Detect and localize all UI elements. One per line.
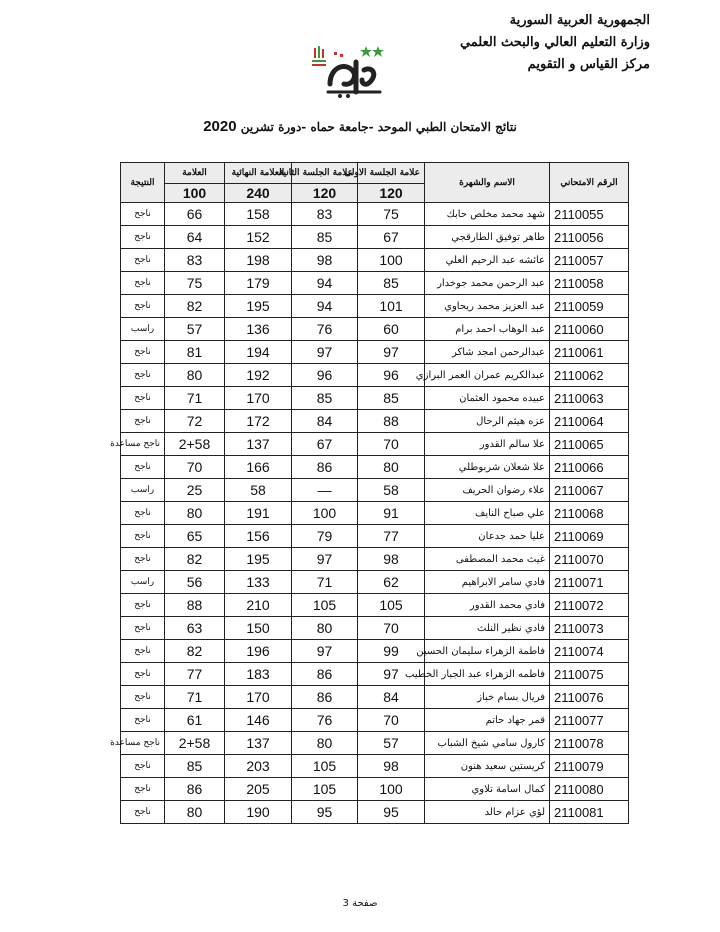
cell-mark: 86 bbox=[165, 778, 225, 801]
cell-mark: 2+58 bbox=[165, 732, 225, 755]
cell-result: راسب bbox=[121, 318, 165, 341]
cell-session2: 98 bbox=[292, 249, 358, 272]
cell-final: 203 bbox=[225, 755, 292, 778]
cell-final: 194 bbox=[225, 341, 292, 364]
cell-final: 170 bbox=[225, 686, 292, 709]
table-row bbox=[121, 755, 629, 778]
cell-mark: 88 bbox=[165, 594, 225, 617]
table-row bbox=[121, 732, 629, 755]
table-row bbox=[121, 571, 629, 594]
cell-exam-id: 2110069 bbox=[550, 525, 629, 548]
title-year: 2020 bbox=[203, 118, 237, 135]
cell-final: 166 bbox=[225, 456, 292, 479]
cell-final: 172 bbox=[225, 410, 292, 433]
cell-result: ناجح bbox=[121, 686, 165, 709]
cell-result: ناجح مساعدة bbox=[121, 732, 165, 755]
cell-student-name: عبدالكريم عمران العمر البرازي bbox=[425, 364, 550, 387]
header-country: الجمهورية العربية السورية bbox=[509, 13, 650, 28]
cell-exam-id: 2110077 bbox=[550, 709, 629, 732]
cell-result: ناجح bbox=[121, 249, 165, 272]
table-row bbox=[121, 525, 629, 548]
cell-mark: 82 bbox=[165, 295, 225, 318]
cell-exam-id: 2110064 bbox=[550, 410, 629, 433]
cell-session2: 105 bbox=[292, 778, 358, 801]
cell-session1: 84 bbox=[358, 686, 425, 709]
cell-result: ناجح bbox=[121, 364, 165, 387]
results-table bbox=[110, 162, 629, 824]
cell-exam-id: 2110058 bbox=[550, 272, 629, 295]
cell-mark: 80 bbox=[165, 502, 225, 525]
cell-session2: 97 bbox=[292, 341, 358, 364]
table-row bbox=[121, 594, 629, 617]
cell-final: 190 bbox=[225, 801, 292, 824]
cell-session1: 98 bbox=[358, 755, 425, 778]
cell-student-name: فريال بسام خباز bbox=[425, 686, 550, 709]
cell-final: 198 bbox=[225, 249, 292, 272]
cell-mark: 83 bbox=[165, 249, 225, 272]
cell-session2: 94 bbox=[292, 272, 358, 295]
cell-final: 133 bbox=[225, 571, 292, 594]
cell-student-name: كمال اسامة تلاوي bbox=[425, 778, 550, 801]
cell-session1: 99 bbox=[358, 640, 425, 663]
cell-student-name: طاهر توفيق الطارقجي bbox=[425, 226, 550, 249]
cell-exam-id: 2110072 bbox=[550, 594, 629, 617]
cell-mark: 64 bbox=[165, 226, 225, 249]
cell-result: ناجح bbox=[121, 525, 165, 548]
table-row bbox=[121, 318, 629, 341]
cell-final: 196 bbox=[225, 640, 292, 663]
cell-session1: 70 bbox=[358, 709, 425, 732]
cell-result: ناجح bbox=[121, 663, 165, 686]
cell-result: ناجح bbox=[121, 801, 165, 824]
cell-result: ناجح bbox=[121, 456, 165, 479]
cell-exam-id: 2110055 bbox=[550, 203, 629, 226]
cell-student-name: عبد الرحمن محمد جوخدار bbox=[425, 272, 550, 295]
table-row bbox=[121, 341, 629, 364]
cell-result: ناجح bbox=[121, 295, 165, 318]
cell-mark: 57 bbox=[165, 318, 225, 341]
cell-result: ناجح bbox=[121, 226, 165, 249]
table-row bbox=[121, 226, 629, 249]
table-row bbox=[121, 686, 629, 709]
cell-mark: 71 bbox=[165, 387, 225, 410]
cell-session2: 79 bbox=[292, 525, 358, 548]
cell-mark: 63 bbox=[165, 617, 225, 640]
table-row bbox=[121, 778, 629, 801]
cell-final: 192 bbox=[225, 364, 292, 387]
cell-mark: 82 bbox=[165, 548, 225, 571]
table-row bbox=[121, 640, 629, 663]
cell-exam-id: 2110063 bbox=[550, 387, 629, 410]
cell-result: ناجح bbox=[121, 640, 165, 663]
cell-student-name: فاطمة الزهراء سليمان الحسين bbox=[425, 640, 550, 663]
cell-result: ناجح bbox=[121, 410, 165, 433]
cell-mark: 80 bbox=[165, 801, 225, 824]
cell-student-name: عبدالرحمن امجد شاكر bbox=[425, 341, 550, 364]
cell-final: 195 bbox=[225, 548, 292, 571]
cell-session2: 86 bbox=[292, 456, 358, 479]
cell-session2: — bbox=[292, 479, 358, 502]
col-header-final: العلامة النهائية bbox=[225, 163, 292, 184]
cell-session2: 97 bbox=[292, 640, 358, 663]
cell-mark: 80 bbox=[165, 364, 225, 387]
cell-exam-id: 2110073 bbox=[550, 617, 629, 640]
ministry-header bbox=[410, 10, 650, 76]
cell-mark: 70 bbox=[165, 456, 225, 479]
table-header-row bbox=[121, 163, 629, 184]
cell-student-name: فادي سامر الابراهيم bbox=[425, 571, 550, 594]
cell-session1: 57 bbox=[358, 732, 425, 755]
cell-student-name: فاطمه الزهراء عبد الجبار الخطيب bbox=[425, 663, 550, 686]
table-row bbox=[121, 709, 629, 732]
cell-result: ناجح bbox=[121, 755, 165, 778]
cell-session1: 70 bbox=[358, 617, 425, 640]
cell-mark: 25 bbox=[165, 479, 225, 502]
cell-student-name: فادي محمد القدور bbox=[425, 594, 550, 617]
table-row bbox=[121, 617, 629, 640]
cell-exam-id: 2110080 bbox=[550, 778, 629, 801]
cell-exam-id: 2110056 bbox=[550, 226, 629, 249]
cell-student-name: كارول سامي شيخ الشباب bbox=[425, 732, 550, 755]
title-text: نتائج الامتحان الطبي الموحد -جامعة حماه -دورة تشرين bbox=[240, 120, 517, 134]
max-session2: 120 bbox=[292, 184, 358, 203]
col-header-id: الرقم الامتحاني bbox=[550, 163, 629, 203]
cell-exam-id: 2110070 bbox=[550, 548, 629, 571]
cell-session1: 60 bbox=[358, 318, 425, 341]
cell-student-name: غيث محمد المصطفى bbox=[425, 548, 550, 571]
cell-session1: 101 bbox=[358, 295, 425, 318]
cell-session2: 105 bbox=[292, 755, 358, 778]
cell-mark: 2+58 bbox=[165, 433, 225, 456]
document-title bbox=[0, 118, 720, 135]
cell-session1: 97 bbox=[358, 663, 425, 686]
cell-result: ناجح bbox=[121, 617, 165, 640]
cell-result: راسب bbox=[121, 571, 165, 594]
cell-mark: 75 bbox=[165, 272, 225, 295]
cell-result: ناجح bbox=[121, 709, 165, 732]
cell-final: 58 bbox=[225, 479, 292, 502]
cell-session1: 91 bbox=[358, 502, 425, 525]
cell-session2: 67 bbox=[292, 433, 358, 456]
cell-session2: 100 bbox=[292, 502, 358, 525]
cell-session2: 95 bbox=[292, 801, 358, 824]
cell-result: ناجح bbox=[121, 502, 165, 525]
col-header-session1: علامة الجلسة الاولى bbox=[358, 163, 425, 184]
table-row bbox=[121, 272, 629, 295]
cell-exam-id: 2110059 bbox=[550, 295, 629, 318]
cell-final: 146 bbox=[225, 709, 292, 732]
cell-result: ناجح bbox=[121, 594, 165, 617]
cell-session2: 76 bbox=[292, 709, 358, 732]
col-header-result: النتيجة bbox=[121, 163, 165, 203]
cell-exam-id: 2110075 bbox=[550, 663, 629, 686]
cell-session1: 70 bbox=[358, 433, 425, 456]
cell-mark: 72 bbox=[165, 410, 225, 433]
cell-student-name: علاء رضوان الحريف bbox=[425, 479, 550, 502]
table-row bbox=[121, 663, 629, 686]
cell-result: ناجح bbox=[121, 548, 165, 571]
cell-session2: 83 bbox=[292, 203, 358, 226]
cell-exam-id: 2110078 bbox=[550, 732, 629, 755]
cell-exam-id: 2110071 bbox=[550, 571, 629, 594]
table-row bbox=[121, 410, 629, 433]
cell-final: 152 bbox=[225, 226, 292, 249]
table-row bbox=[121, 295, 629, 318]
cell-mark: 82 bbox=[165, 640, 225, 663]
cell-mark: 65 bbox=[165, 525, 225, 548]
col-header-session2: علامة الجلسة الثانية bbox=[292, 163, 358, 184]
cell-session2: 85 bbox=[292, 226, 358, 249]
table-row bbox=[121, 456, 629, 479]
cell-session2: 80 bbox=[292, 617, 358, 640]
cell-student-name: لؤي عزام حالد bbox=[425, 801, 550, 824]
cell-final: 137 bbox=[225, 433, 292, 456]
table-row bbox=[121, 433, 629, 456]
cell-exam-id: 2110076 bbox=[550, 686, 629, 709]
cell-mark: 66 bbox=[165, 203, 225, 226]
cell-final: 195 bbox=[225, 295, 292, 318]
cell-mark: 71 bbox=[165, 686, 225, 709]
cell-result: ناجح مساعدة bbox=[121, 433, 165, 456]
cell-session1: 88 bbox=[358, 410, 425, 433]
col-header-mark: العلامة bbox=[165, 163, 225, 184]
cell-session1: 62 bbox=[358, 571, 425, 594]
cell-session2: 105 bbox=[292, 594, 358, 617]
header-center: مركز القياس و التقويم bbox=[527, 57, 650, 72]
table-row bbox=[121, 548, 629, 571]
cell-student-name: عليا حمد جدعان bbox=[425, 525, 550, 548]
cell-final: 156 bbox=[225, 525, 292, 548]
cell-exam-id: 2110067 bbox=[550, 479, 629, 502]
cell-session2: 94 bbox=[292, 295, 358, 318]
cell-final: 191 bbox=[225, 502, 292, 525]
cell-exam-id: 2110066 bbox=[550, 456, 629, 479]
max-final: 240 bbox=[225, 184, 292, 203]
cell-session1: 85 bbox=[358, 387, 425, 410]
cell-exam-id: 2110081 bbox=[550, 801, 629, 824]
cell-final: 136 bbox=[225, 318, 292, 341]
cell-session2: 84 bbox=[292, 410, 358, 433]
cell-student-name: فادي نظير النلث bbox=[425, 617, 550, 640]
page-number: صفحة 3 bbox=[342, 898, 378, 909]
cell-final: 158 bbox=[225, 203, 292, 226]
cell-exam-id: 2110060 bbox=[550, 318, 629, 341]
cell-session1: 100 bbox=[358, 249, 425, 272]
cell-final: 179 bbox=[225, 272, 292, 295]
cell-student-name: كريستين سعيد هنون bbox=[425, 755, 550, 778]
cell-final: 183 bbox=[225, 663, 292, 686]
cell-mark: 61 bbox=[165, 709, 225, 732]
cell-student-name: عائشه عبد الرحيم العلي bbox=[425, 249, 550, 272]
cell-session2: 96 bbox=[292, 364, 358, 387]
table-row bbox=[121, 479, 629, 502]
cell-exam-id: 2110074 bbox=[550, 640, 629, 663]
cell-exam-id: 2110065 bbox=[550, 433, 629, 456]
cell-exam-id: 2110068 bbox=[550, 502, 629, 525]
cell-result: ناجح bbox=[121, 387, 165, 410]
col-header-name: الاسم والشهرة bbox=[425, 163, 550, 203]
cell-final: 205 bbox=[225, 778, 292, 801]
table-row bbox=[121, 249, 629, 272]
table-row bbox=[121, 801, 629, 824]
cell-session2: 80 bbox=[292, 732, 358, 755]
cell-session1: 67 bbox=[358, 226, 425, 249]
cell-session2: 76 bbox=[292, 318, 358, 341]
cell-session2: 85 bbox=[292, 387, 358, 410]
cell-exam-id: 2110061 bbox=[550, 341, 629, 364]
cell-student-name: عزه هيثم الرحال bbox=[425, 410, 550, 433]
table-row bbox=[121, 203, 629, 226]
qiyas-center-logo-icon bbox=[300, 40, 390, 102]
cell-result: ناجح bbox=[121, 272, 165, 295]
cell-session1: 75 bbox=[358, 203, 425, 226]
cell-session1: 95 bbox=[358, 801, 425, 824]
cell-session2: 97 bbox=[292, 548, 358, 571]
cell-exam-id: 2110062 bbox=[550, 364, 629, 387]
cell-session1: 85 bbox=[358, 272, 425, 295]
table-row bbox=[121, 387, 629, 410]
cell-result: ناجح bbox=[121, 341, 165, 364]
cell-session1: 100 bbox=[358, 778, 425, 801]
cell-final: 137 bbox=[225, 732, 292, 755]
cell-result: راسب bbox=[121, 479, 165, 502]
cell-session1: 98 bbox=[358, 548, 425, 571]
cell-student-name: شهد محمد مخلص حابك bbox=[425, 203, 550, 226]
cell-session2: 86 bbox=[292, 663, 358, 686]
cell-session1: 77 bbox=[358, 525, 425, 548]
max-mark: 100 bbox=[165, 184, 225, 203]
table-row bbox=[121, 364, 629, 387]
cell-student-name: علا سالم القدور bbox=[425, 433, 550, 456]
cell-session1: 97 bbox=[358, 341, 425, 364]
cell-student-name: قمر جهاد حاتم bbox=[425, 709, 550, 732]
cell-session1: 96 bbox=[358, 364, 425, 387]
cell-mark: 85 bbox=[165, 755, 225, 778]
cell-session2: 86 bbox=[292, 686, 358, 709]
max-session1: 120 bbox=[358, 184, 425, 203]
cell-result: ناجح bbox=[121, 778, 165, 801]
cell-session2: 71 bbox=[292, 571, 358, 594]
cell-student-name: علا شعلان شربوطلي bbox=[425, 456, 550, 479]
cell-exam-id: 2110079 bbox=[550, 755, 629, 778]
cell-mark: 77 bbox=[165, 663, 225, 686]
cell-exam-id: 2110057 bbox=[550, 249, 629, 272]
cell-result: ناجح bbox=[121, 203, 165, 226]
cell-student-name: علي صباح النايف bbox=[425, 502, 550, 525]
cell-student-name: عبيده محمود العثمان bbox=[425, 387, 550, 410]
cell-student-name: عبد العزيز محمد ريحاوي bbox=[425, 295, 550, 318]
cell-mark: 81 bbox=[165, 341, 225, 364]
cell-mark: 56 bbox=[165, 571, 225, 594]
cell-final: 170 bbox=[225, 387, 292, 410]
cell-final: 210 bbox=[225, 594, 292, 617]
cell-session1: 58 bbox=[358, 479, 425, 502]
header-ministry: وزارة التعليم العالي والبحث العلمي bbox=[459, 35, 650, 50]
cell-session1: 105 bbox=[358, 594, 425, 617]
cell-session1: 80 bbox=[358, 456, 425, 479]
cell-final: 150 bbox=[225, 617, 292, 640]
table-row bbox=[121, 502, 629, 525]
cell-student-name: عبد الوهاب احمد برام bbox=[425, 318, 550, 341]
